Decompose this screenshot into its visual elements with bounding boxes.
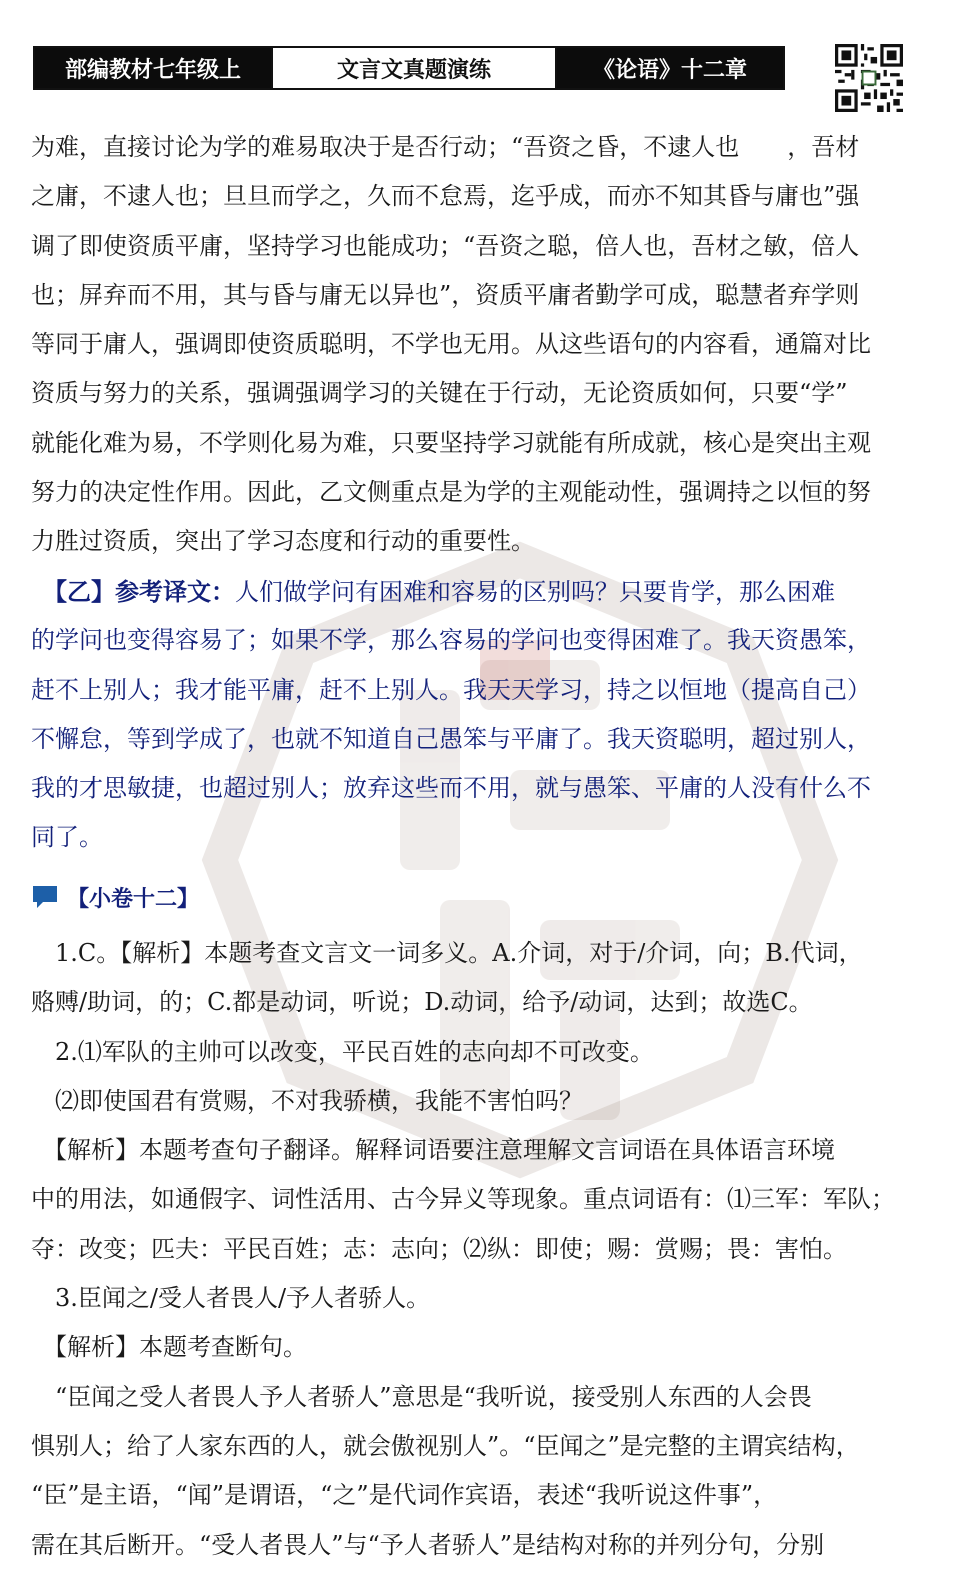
header-title: 文言文真题演练 xyxy=(271,48,557,88)
qr-code-icon[interactable] xyxy=(835,44,903,112)
answer-line: “臣”是主语，“闻”是谓语，“之”是代词作宾语，表述“我听说这件事”， xyxy=(31,1481,778,1510)
text-line: 等同于庸人，强调即使资质聪明，不学也无用。从这些语句的内容看，通篇对比 xyxy=(31,330,871,359)
answer-line: “臣闻之受人者畏人予人者骄人”意思是“我听说，接受别人东西的人会畏 xyxy=(31,1382,812,1411)
text-line: 力胜过资质，突出了学习态度和行动的重要性。 xyxy=(31,527,535,556)
answer-line: 【解析】本题考查断句。 xyxy=(31,1333,307,1362)
text-line: 为难，直接讨论为学的难易取决于是否行动；“吾资之昏，不逮人也 ，吾材 xyxy=(31,133,860,161)
paragraph-translation xyxy=(31,567,911,863)
translation-line: 同了。 xyxy=(31,823,103,852)
answer-line: 【解析】本题考查句子翻译。解释词语要注意理解文言词语在具体语言环境 xyxy=(31,1136,835,1165)
section-heading xyxy=(31,877,199,917)
translation-line: 我的才思敏捷，也超过别人；放弃这些而不用，就与愚笨、平庸的人没有什么不 xyxy=(31,774,871,803)
answer-line: 赂赙/助词，的；C.都是动词，听说；D.动词，给予/动词，达到；故选C。 xyxy=(31,988,813,1017)
section-title: 【小卷十二】 xyxy=(67,886,200,912)
translation-line: 的学问也变得容易了；如果不学，那么容易的学问也变得困难了。我天资愚笨， xyxy=(31,626,871,655)
translation-label: 【乙】参考译文： xyxy=(55,577,235,606)
translation-line: 赶不上别人；我才能平庸，赶不上别人。我天天学习，持之以恒地（提高自己） xyxy=(31,675,871,704)
text-line: 也；屏弃而不用，其与昏与庸无以异也”，资质平庸者勤学可成，聪慧者弃学则 xyxy=(31,280,860,309)
chat-bubble-icon xyxy=(31,884,61,910)
answer-line: 夺：改变；匹夫：平民百姓；志：志向；⑵纵：即使；赐：赏赐；畏：害怕。 xyxy=(31,1234,847,1263)
text-line: 调了即使资质平庸，坚持学习也能成功；“吾资之聪，倍人也，吾材之敏，倍人 xyxy=(31,231,860,260)
answer-line: 需在其后断开。“受人者畏人”与“予人者骄人”是结构对称的并列分句，分别 xyxy=(31,1530,825,1559)
text-line: 资质与努力的关系，强调强调学习的关键在于行动，无论资质如何，只要“学” xyxy=(31,379,848,408)
text-line: 之庸，不逮人也；旦旦而学之，久而不怠焉，迄乎成，而亦不知其昏与庸也”强 xyxy=(31,182,860,211)
header-grade: 部编教材七年级上 xyxy=(35,48,271,88)
answer-line: 中的用法，如通假字、词性活用、古今异义等现象。重点词语有：⑴三军：军队； xyxy=(31,1185,895,1214)
answer-line: 1.C。【解析】本题考查文言文一词多义。A.介词，对于/介词，向；B.代词， xyxy=(31,939,863,967)
answer-line: 2.⑴军队的主帅可以改变，平民百姓的志向却不可改变。 xyxy=(31,1037,654,1066)
text-line xyxy=(31,567,911,616)
translation-line: 不懈怠，等到学成了，也就不知道自己愚笨与平庸了。我天资聪明，超过别人， xyxy=(31,724,871,753)
paragraph-answers xyxy=(31,929,911,1570)
answer-line: 3.臣闻之/受人者畏人/予人者骄人。 xyxy=(31,1284,431,1313)
translation-line: 人们做学问有困难和容易的区别吗？只要肯学，那么困难 xyxy=(235,578,835,606)
text-line: 就能化难为易，不学则化易为难，只要坚持学习就能有所成就，核心是突出主观 xyxy=(31,428,871,457)
text-line: 努力的决定性作用。因此，乙文侧重点是为学的主观能动性，强调持之以恒的努 xyxy=(31,478,871,507)
answer-line: ⑵即使国君有赏赐，不对我骄横，我能不害怕吗？ xyxy=(31,1086,583,1115)
paragraph-analysis xyxy=(31,123,911,567)
answer-line: 惧别人；给了人家东西的人，就会傲视别人”。“臣闻之”是完整的主谓宾结构， xyxy=(31,1431,860,1460)
header-bar xyxy=(33,46,785,90)
header-chapter: 《论语》十二章 xyxy=(557,48,783,88)
